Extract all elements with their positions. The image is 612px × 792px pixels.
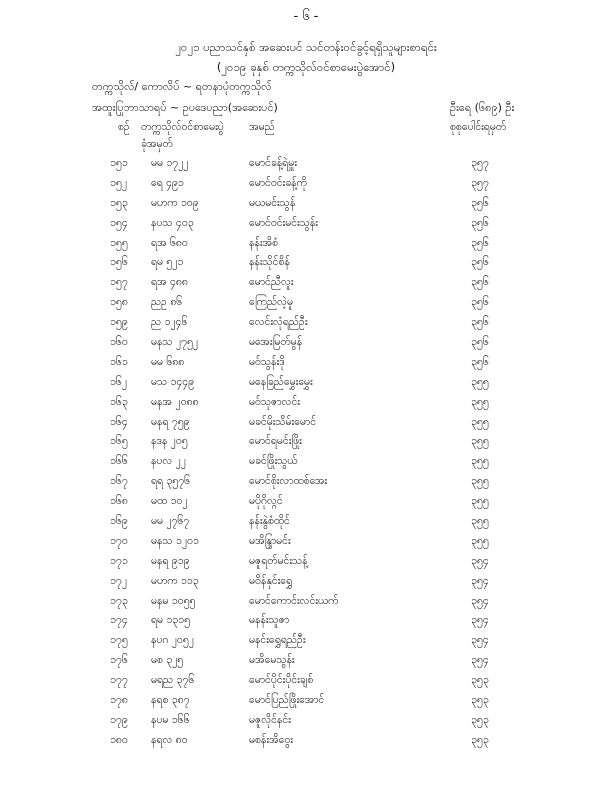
table-row [0,595,612,615]
row-name: မခင်မိုးသိမ်းမောင် [249,415,317,428]
column-header-no: စဉ် [118,121,130,133]
row-number: ၁၇၈ [110,694,128,707]
row-number: ၁၅၅ [110,236,128,249]
table-row [0,296,612,316]
row-roll-number: နပသ ၄၀၃ [151,216,194,229]
row-score: ၃၅၇ [471,176,489,189]
row-number: ၁၇၆ [110,654,128,667]
row-roll-number: နဒန ၂၀၅ [151,435,188,448]
row-roll-number: နရစ ၃၈၇ [151,694,190,707]
row-name: မဇူလိုင်နင်း [249,713,291,726]
table-row [0,376,612,396]
table-row [0,177,612,197]
row-roll-number: နပလ ၂၂ [151,455,186,468]
row-name: မယမင်းသွန် [249,196,296,209]
row-score: ၃၅၃ [471,694,489,707]
row-name: နန်းသိုင်စိန် [249,256,290,269]
row-roll-number: မမ ၆၈၈ [151,355,185,368]
table-row [0,316,612,336]
row-roll-number: မမ ၁၇၂၂ [151,157,189,169]
row-roll-number: မနမ ၁၀၅၅ [151,594,196,607]
row-score: ၃၅၅ [471,415,489,428]
row-number: ၁၆၂ [110,375,127,388]
column-header-roll: တက္ကသိုလ်ဝင်စာမေးပွဲ [141,121,224,133]
table-row [0,734,612,754]
document-subtitle: (၂၀၁၉ ခုနှစ် တက္ကသိုလ်ဝင်စာမေးပွဲအောင်) [216,60,396,74]
row-number: ၁၇၉ [110,713,128,726]
row-roll-number: ရမ ၁၃၁၅ [151,614,190,627]
row-roll-number: နပမ ၁၆၆ [151,713,190,726]
row-number: ၁၇၁ [110,554,128,567]
row-number: ၁၆၄ [110,415,128,428]
row-roll-number: မမ ၂၇၆၇ [151,515,190,528]
table-row [0,654,612,674]
table-row [0,157,612,177]
table-row [0,674,612,694]
row-score: ၃၅၅ [471,455,489,468]
table-row [0,455,612,475]
table-row [0,535,612,555]
row-score: ၃၅၄ [471,594,489,607]
row-score: ၃၅၅ [471,515,489,528]
row-score: ၃၅၃ [471,674,489,687]
row-number: ၁၅၇ [110,276,128,289]
row-name: မခင်ဖြိုးသွယ် [249,455,298,468]
table-row [0,217,612,237]
row-number: ၁၇၇ [110,674,128,687]
row-name: မဝ်သုဇာလင်း [249,395,300,408]
row-roll-number: မသ ၁၄၄၉ [151,375,195,388]
row-score: ၃၅၆ [471,355,489,368]
row-name: ကြေည်လဲ့မူ [249,296,293,309]
column-header-score: စုစုပေါင်းရမှတ် [450,121,507,133]
row-roll-number: ရမ ၅၂၁ [151,256,184,269]
row-number: ၁၆၉ [110,515,128,528]
row-name: မောင်ကောင်းလင်းယက် [249,594,339,607]
row-number: ၁၆၀ [110,336,128,349]
row-score: ၃၅၆ [471,216,489,229]
row-number: ၁၅၁ [110,157,128,169]
row-name: မအိန္ဒြာမင်း [249,534,291,547]
row-roll-number: မဟက ၁၁၃ [151,574,199,587]
row-score: ၃၅၄ [471,654,489,667]
row-roll-number: ညဥ ၈၆ [151,296,183,309]
row-name: မအိမေသွန်း [249,654,295,667]
column-header-name: အမည် [249,121,275,133]
major-subject-line: အထူးပြုဘာသာရပ် ~ ဥပဒေပညာ(အဆေးပင်) [92,101,278,114]
row-number: ၁၅၈ [110,296,128,309]
row-score: ၃၅၅ [471,435,489,448]
row-roll-number: မနသ ၂၇၅၂ [151,336,199,349]
row-score: ၃၅၅ [471,475,489,488]
row-roll-number: ရအ ၆၈၀ [151,236,188,249]
row-number: ၁၆၃ [110,395,128,408]
row-name: မောင်ရမင်းဖြိုး [249,435,302,448]
table-row [0,256,612,276]
row-number: ၁၅၂ [110,176,127,189]
table-row [0,614,612,634]
row-roll-number: မဟက ၁၀၉ [151,196,199,209]
row-roll-number: နရလ ၈၀ [151,733,188,746]
row-number: ၁၆၈ [110,495,128,508]
row-name: မောင်ပိုင်းပိုင်းချစ် [249,674,314,687]
row-score: ၃၅၆ [471,276,489,289]
row-score: ၃၅၃ [471,713,489,726]
row-number: ၁၆၁ [110,355,128,368]
row-number: ၁၅၉ [110,316,128,329]
row-score: ၃၅၅ [471,534,489,547]
row-name: မစန်းအိဝွေး [249,733,293,746]
page-number: - ၆ - [293,9,319,24]
seat-count: ဦးရေ (၆၈၉) ဦး [450,101,515,114]
row-score: ၃၅၅ [471,395,489,408]
row-name: မောင်ခန့်ရဲမှူး [249,157,297,169]
row-name: မနင်းရွှေရည်ဦး [249,634,306,647]
row-roll-number: ည ၁၂၄၆ [151,316,188,329]
row-name: မနေခြည်မွှေးမွှေး [249,375,313,388]
column-header-roll-line2: ခုံအမှတ် [141,138,173,150]
row-roll-number: မနရ ၇၅၉ [151,415,190,428]
row-number: ၁၆၇ [110,475,128,488]
table-row [0,276,612,296]
row-name: မဇူရတ်မင်းသန့် [249,554,308,567]
row-score: ၃၅၅ [471,375,489,388]
row-number: ၁၅၃ [110,196,128,209]
row-number: ၁၅၆ [110,256,128,269]
row-name: မောင်စိုးလာထစ်အေး [249,475,328,488]
table-row [0,515,612,535]
table-row [0,694,612,714]
row-score: ၃၅၇ [471,157,489,169]
row-name: မောင်ဝင်းမင်းသွန်း [249,216,318,229]
row-number: ၁၇၃ [110,594,128,607]
row-name: နန်းနွဲစံထိုင် [249,515,290,528]
table-row [0,396,612,416]
row-roll-number: မထ ၁၀၂ [151,495,188,508]
row-score: ၃၅၆ [471,256,489,269]
row-score: ၃၅၆ [471,236,489,249]
row-roll-number: ရေ ၄၉၁ [151,176,184,189]
row-score: ၃၅၆ [471,296,489,309]
row-roll-number: ရရ ၃၅၇၆ [151,475,191,488]
table-row [0,356,612,376]
table-row [0,435,612,455]
row-name: မပိုဂိုလ္ဂင် [249,495,283,508]
row-number: ၁၇၂ [110,574,127,587]
table-row [0,475,612,495]
row-name: မောင်ပြည်ဖြိုးအောင် [249,694,325,707]
row-roll-number: နပဂ ၂၀၅၂ [151,634,194,647]
row-name: မောင်ညီလူး [249,276,294,289]
row-number: ၁၇၄ [110,614,128,627]
row-number: ၁၇၀ [110,534,128,547]
table-row [0,237,612,257]
university-line: တက္ကသိုလ်/ ကောလိပ် ~ ရတနာပုံတက္ကသိုလ် [92,80,272,93]
table-row [0,575,612,595]
row-roll-number: မရည ၃၇၆ [151,674,195,687]
row-score: ၃၅၆ [471,196,489,209]
row-number: ၁၆၅ [110,435,128,448]
row-score: ၃၅၅ [471,495,489,508]
row-score: ၃၅၄ [471,574,489,587]
row-name: မအေးမြတ်မွန် [249,336,303,349]
row-number: ၁၆၆ [110,455,128,468]
row-name: မောင်ဝင်းခန့်ကို [249,176,307,189]
table-row [0,634,612,654]
row-score: ၃၅၆ [471,316,489,329]
results-table [0,157,612,754]
row-roll-number: မနရ ၉၁၉ [151,554,190,567]
row-number: ၁၈၀ [110,733,128,746]
row-name: မဝိန်နုင်းရွှေ [249,574,293,587]
row-score: ၃၅၄ [471,634,489,647]
table-row [0,714,612,734]
row-name: မနန်းသူဇာ [249,614,290,627]
row-score: ၃၅၃ [471,733,489,746]
row-name: မဝ်သွန်းဒို [249,355,285,368]
row-roll-number: မနသ ၁၂၀၁ [151,534,199,547]
table-row [0,336,612,356]
row-roll-number: မစ ၃၂၅ [151,654,184,667]
document-title: ၂၀၂၁ ပညာသင်နှစ် အဆေးပင် သင်တန်းဝင်ခွင့်ရရှိသူများစာရင်း [175,40,437,54]
row-score: ၃၅၄ [471,554,489,567]
row-name: လေင်းလုံရည်ဦး [249,316,308,329]
table-row [0,416,612,436]
table-row [0,555,612,575]
table-row [0,197,612,217]
row-roll-number: ရအ ၄၈၈ [151,276,188,289]
row-roll-number: မနအ ၂၀၈၈ [151,395,199,408]
row-number: ၁၇၅ [110,634,128,647]
row-number: ၁၅၄ [110,216,128,229]
row-score: ၃၅၆ [471,336,489,349]
row-name: နန်းအိစံ [249,236,279,249]
table-row [0,495,612,515]
row-score: ၃၅၄ [471,614,489,627]
